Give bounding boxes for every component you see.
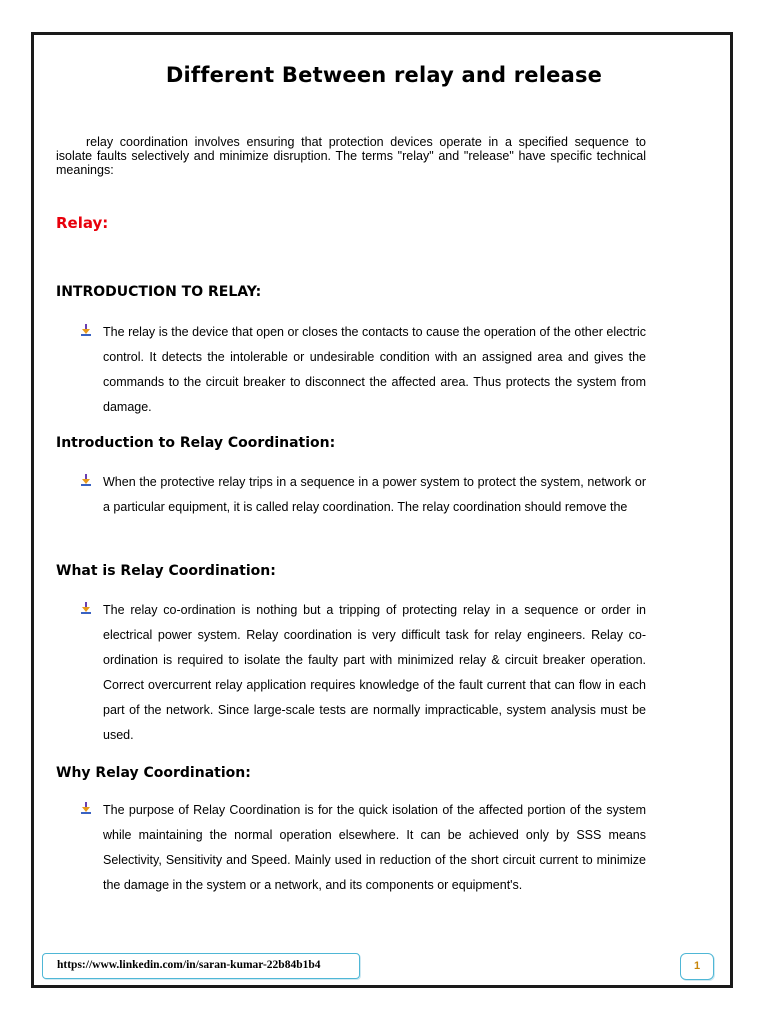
section-heading-introduction-to-relay: INTRODUCTION TO RELAY: — [56, 284, 262, 300]
section-heading-introduction-to-relay-coordination: Introduction to Relay Coordination: — [56, 435, 336, 451]
arrow-down-bullet-icon — [80, 474, 92, 486]
bullet-text: The relay is the device that open or closes the contacts to cause the operation of the other electric control. It detects the intolerable or undesirable condition with an assigned area and gives the commands to the circuit breaker to disconnect the affected area. Thus protects the system from damage. — [103, 325, 646, 414]
bullet-item — [80, 598, 646, 748]
bullet-text: The purpose of Relay Coordination is for the quick isolation of the affected portion of the system while maintaining the normal operation elsewhere. It can be achieved only by SSS means Selectivity, Sensitivity and Speed. Mainly used in reduction of the short circuit current to minimize the damage in the system or a network, and its components or equipment's. — [103, 803, 646, 892]
bullet-text: The relay co-ordination is nothing but a tripping of protecting relay in a sequence or order in electrical power system. Relay coordination is very difficult task for relay engineers. Relay co-ordination is required to isolate the faulty part with minimized relay & circuit breaker operation. Correct overcurrent relay application requires knowledge of the fault current that can flow in each part of the network. Since large-scale tests are normally impracticable, system analysis must be used. — [103, 603, 646, 742]
intro-paragraph: relay coordination involves ensuring that protection devices operate in a specified sequence to isolate faults selectively and minimize disruption. The terms "relay" and "release" have specific technical meanings: — [56, 135, 646, 177]
bullet-item — [80, 320, 646, 420]
arrow-down-bullet-icon — [80, 802, 92, 814]
bullet-item — [80, 798, 646, 898]
section-heading-what-is-relay-coordination: What is Relay Coordination: — [56, 563, 276, 579]
footer-linkedin-link[interactable]: https://www.linkedin.com/in/saran-kumar-22b84b1b4 — [42, 953, 360, 979]
arrow-down-bullet-icon — [80, 324, 92, 336]
bullet-item — [80, 470, 646, 520]
section-heading-why-relay-coordination: Why Relay Coordination: — [56, 765, 251, 781]
relay-heading: Relay: — [56, 214, 109, 232]
bullet-text: When the protective relay trips in a sequence in a power system to protect the system, network or a particular equipment, it is called relay coordination. The relay coordination should remove the — [103, 475, 646, 514]
arrow-down-bullet-icon — [80, 602, 92, 614]
page-number-badge: 1 — [680, 953, 714, 980]
document-title: Different Between relay and release — [165, 63, 603, 87]
